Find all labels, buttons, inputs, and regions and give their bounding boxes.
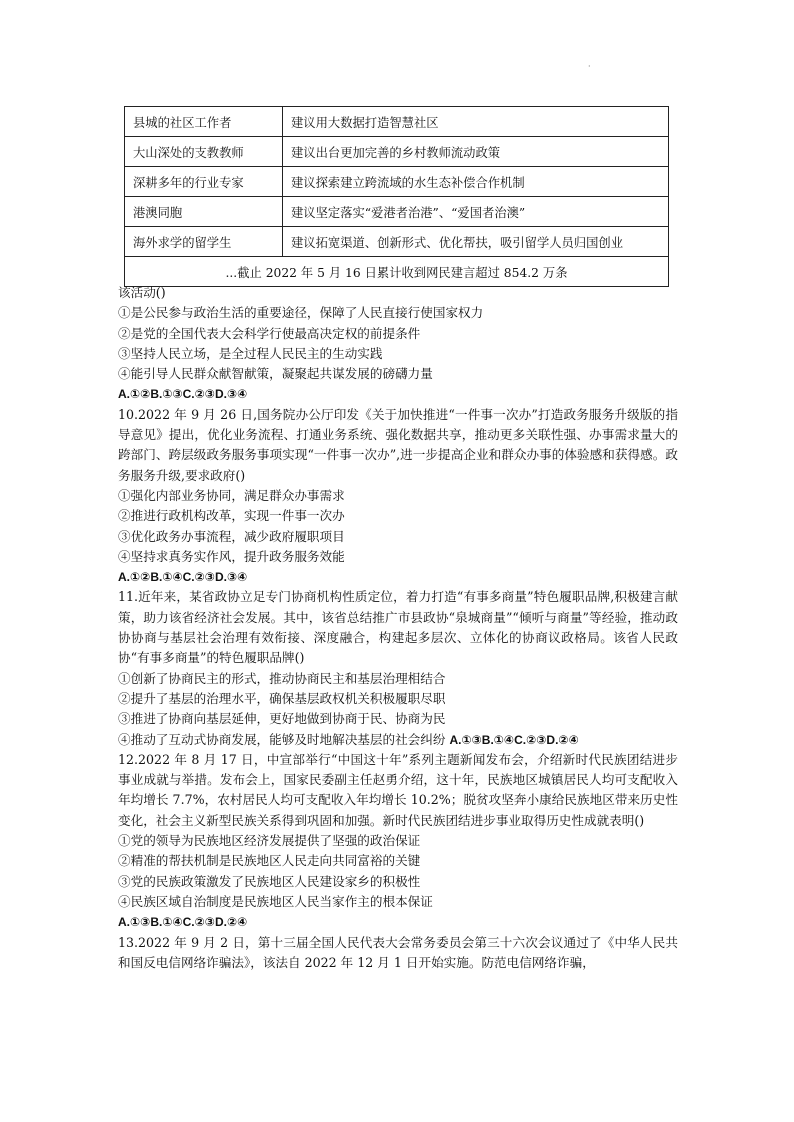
page-mark: · bbox=[588, 62, 591, 71]
table-cell-who: 县城的社区工作者 bbox=[125, 107, 283, 137]
table-cell-suggestion: 建议出台更加完善的乡村教师流动政策 bbox=[283, 137, 669, 167]
q9-option: ④能引导人民群众献智献策，凝聚起共谋发展的磅礴力量 bbox=[118, 366, 433, 382]
table-row bbox=[125, 227, 669, 257]
table-cell-suggestion: 建议探索建立跨流域的水生态补偿合作机制 bbox=[283, 167, 669, 197]
q9-option: ①是公民参与政治生活的重要途径，保障了人民直接行使国家权力 bbox=[118, 305, 484, 321]
q11-last-option-line bbox=[118, 730, 678, 750]
q12-option: ③党的民族政策激发了民族地区人民建设家乡的积极性 bbox=[118, 873, 421, 889]
q12-answers: A.①③B.①④C.②③D.②④ bbox=[118, 915, 248, 930]
q10-stem: 10.2022 年 9 月 26 日,国务院办公厅印发《关于加快推进“一件事一次办”打造政务服务升级版的指导意见》提出，优化业务流程、打通业务系统、强化数据共享，推动更多关联性强、办事需求量大的跨部门、跨层级政务服务事项实现“一件事一次办”,进一步提高企业和群众办事的体验感和获得感。政务服务升级,要求政府() bbox=[118, 406, 678, 483]
q10-option: ④坚持求真务实作风，提升政务服务效能 bbox=[118, 548, 345, 564]
q12-option: ④民族区域自治制度是民族地区人民当家作主的根本保证 bbox=[118, 893, 433, 909]
q9-option: ③坚持人民立场，是全过程人民民主的生动实践 bbox=[118, 345, 383, 361]
table-row bbox=[125, 137, 669, 167]
q12-option: ②精准的帮扶机制是民族地区人民走向共同富裕的关键 bbox=[118, 853, 421, 869]
table-cell-who: 港澳同胞 bbox=[125, 197, 283, 227]
q10-answers: A.①②B.①④C.②③D.③④ bbox=[118, 570, 248, 585]
table-row bbox=[125, 107, 669, 137]
table-cell-who: 深耕多年的行业专家 bbox=[125, 167, 283, 197]
table-cell-who: 大山深处的支教教师 bbox=[125, 137, 283, 167]
q10-option: ②推进行政机构改革，实现一件事一次办 bbox=[118, 508, 345, 524]
q9-stem: 该活动() bbox=[118, 285, 166, 300]
table-cell-suggestion: 建议用大数据打造智慧社区 bbox=[283, 107, 669, 137]
q11-option: ③推进了协商向基层延伸，更好地做到协商于民、协商为民 bbox=[118, 711, 446, 727]
q10-option: ③优化政务办事流程，减少政府履职项目 bbox=[118, 528, 345, 544]
table-cell-who: 海外求学的留学生 bbox=[125, 227, 283, 257]
q12-stem: 12.2022 年 8 月 17 日，中宣部举行“中国这十年”系列主题新闻发布会，介绍新时代民族团结进步事业成就与举措。发布会上，国家民委副主任赵勇介绍，这十年，民族地区城镇居民人均可支配收入年均增长 7.7%，农村居民人均可支配收入年均增长 10.2%；脱贫攻坚奔小康给民族地区带来历史性变化，社会主义新型民族关系得到巩固和加强。新时代民族团结进步事业取得历史性成就表明() bbox=[118, 751, 678, 828]
table-row bbox=[125, 167, 669, 197]
q10-option: ①强化内部业务协同，满足群众办事需求 bbox=[118, 487, 345, 503]
question-body bbox=[118, 283, 678, 973]
suggestions-table bbox=[124, 106, 669, 287]
q12-option: ①党的领导为民族地区经济发展提供了坚强的政治保证 bbox=[118, 833, 421, 849]
q9-answers: A.①②B.①③C.②③D.③④ bbox=[118, 387, 248, 402]
table-cell-suggestion: 建议坚定落实“爱港者治港”、“爱国者治澳” bbox=[283, 197, 669, 227]
table-row bbox=[125, 197, 669, 227]
q9-option: ②是党的全国代表大会科学行使最高决定权的前提条件 bbox=[118, 325, 421, 341]
table-cell-suggestion: 建议拓宽渠道、创新形式、优化帮扶，吸引留学人员归国创业 bbox=[283, 227, 669, 257]
table-footer: ...截止 2022 年 5 月 16 日累计收到网民建言超过 854.2 万条 bbox=[125, 257, 669, 287]
table-footer-row bbox=[125, 257, 669, 287]
q11-option: ①创新了协商民主的形式，推动协商民主和基层治理相结合 bbox=[118, 670, 446, 686]
q11-option: ②提升了基层的治理水平，确保基层政权机关积极履职尽职 bbox=[118, 690, 446, 706]
q11-stem: 11.近年来，某省政协立足专门协商机构性质定位，着力打造“有事多商量”特色履职品牌,积极建言献策，助力该省经济社会发展。其中，该省总结推广市县政协“泉城商量”“倾听与商量”等经验，推动政协协商与基层社会治理有效衔接、深度融合，构建起多层次、立体化的协商议政格局。该省人民政协“有事多商量”的特色履职品牌() bbox=[118, 589, 678, 666]
q13-stem: 13.2022 年 9 月 2 日，第十三届全国人民代表大会常务委员会第三十六次会议通过了《中华人民共和国反电信网络诈骗法》，该法自 2022 年 12 月 1 日开始实施。防范电信网络诈骗， bbox=[118, 934, 678, 970]
q11-answers: A.①③B.①④C.②③D.②④ bbox=[449, 732, 579, 747]
q11-option: ④推动了互动式协商发展，能够及时地解决基层的社会纠纷 bbox=[118, 731, 450, 747]
